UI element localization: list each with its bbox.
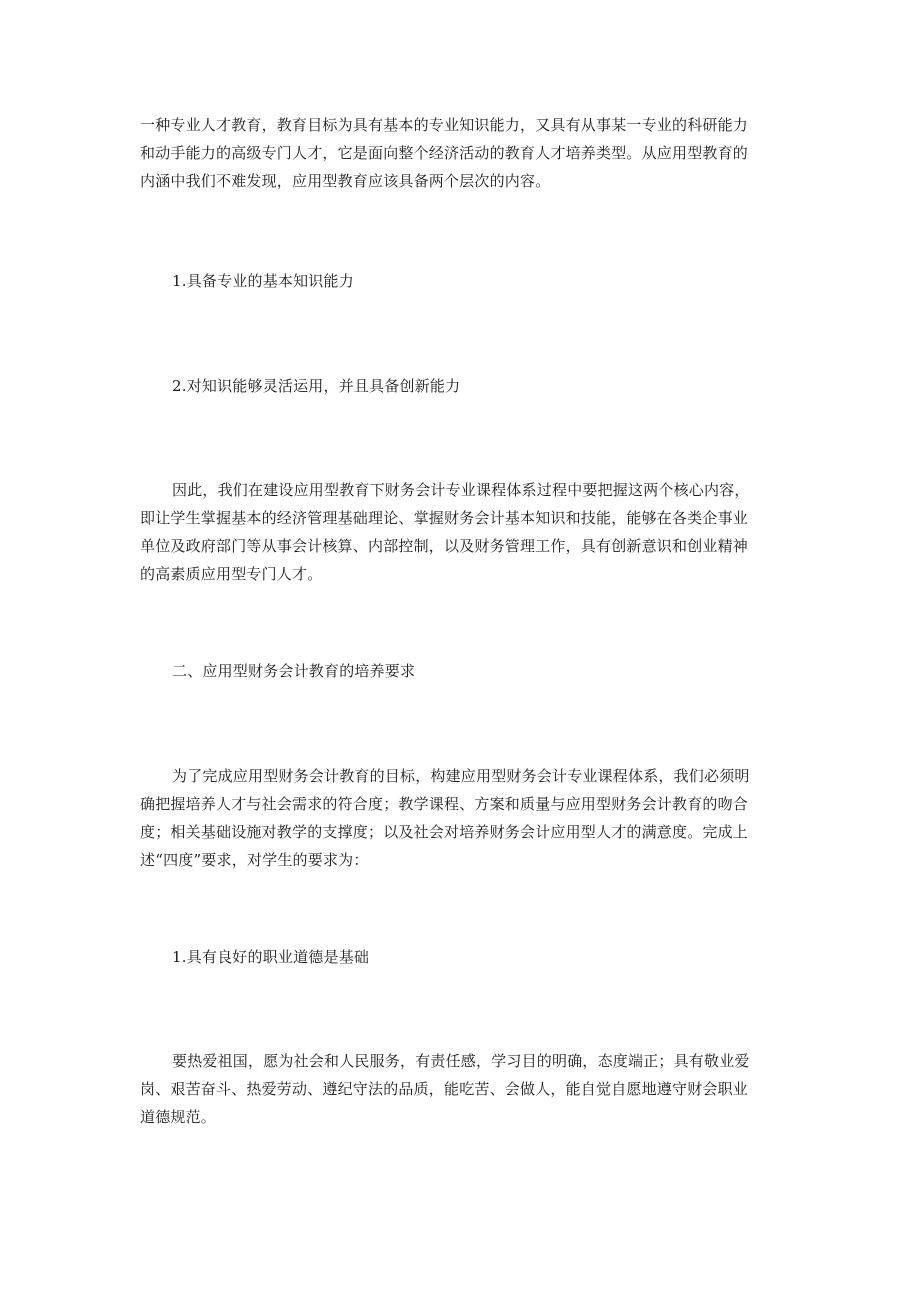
conclusion-line-3: 单位及政府部门等从事会计核算、内部控制，以及财务管理工作，具有创新意识和创业精神: [140, 537, 749, 555]
point-2-text: 2.对知识能够灵活运用，并且具备创新能力: [172, 377, 461, 395]
conclusion-paragraph: [140, 476, 780, 588]
section-heading-text: 二、应用型财务会计教育的培养要求: [172, 662, 416, 680]
ethics-line-1: 要热爱祖国，愿为社会和人民服务，有责任感，学习目的明确，态度端正；具有敬业爱: [172, 1052, 750, 1070]
intro-paragraph: [140, 111, 780, 195]
requirements-line-3: 度；相关基础设施对教学的支撑度；以及社会对培养财务会计应用型人才的满意度。完成上: [140, 823, 749, 841]
intro-line-3: 内涵中我们不难发现，应用型教育应该具备两个层次的内容。: [140, 172, 551, 190]
ethics-line-2: 岗、艰苦奋斗、热爱劳动、遵纪守法的品质，能吃苦、会做人，能自觉自愿地遵守财会职业: [140, 1080, 749, 1098]
requirements-line-2: 确把握培养人才与社会需求的符合度；教学课程、方案和质量与应用型财务会计教育的吻合: [140, 795, 749, 813]
ethics-paragraph: [140, 1047, 780, 1131]
section-heading: [172, 657, 812, 685]
ethics-line-3: 道德规范。: [140, 1108, 217, 1126]
requirement-1-heading: [172, 943, 812, 971]
conclusion-line-4: 的高素质应用型专门人才。: [140, 565, 323, 583]
point-1-heading: [172, 267, 812, 295]
point-1-text: 1.具备专业的基本知识能力: [172, 272, 354, 290]
requirements-line-4: 述“四度”要求，对学生的要求为：: [140, 851, 369, 869]
point-2-heading: [172, 372, 812, 400]
requirements-paragraph: [140, 762, 780, 874]
conclusion-line-2: 即让学生掌握基本的经济管理基础理论、掌握财务会计基本知识和技能，能够在各类企事业: [140, 509, 749, 527]
requirement-1-text: 1.具有良好的职业道德是基础: [172, 948, 370, 966]
intro-line-1: 一种专业人才教育，教育目标为具有基本的专业知识能力，又具有从事某一专业的科研能力: [140, 116, 749, 134]
requirements-line-1: 为了完成应用型财务会计教育的目标，构建应用型财务会计专业课程体系，我们必须明: [172, 767, 750, 785]
intro-line-2: 和动手能力的高级专门人才，它是面向整个经济活动的教育人才培养类型。从应用型教育的: [140, 144, 749, 162]
conclusion-line-1: 因此，我们在建设应用型教育下财务会计专业课程体系过程中要把握这两个核心内容，: [172, 481, 750, 499]
